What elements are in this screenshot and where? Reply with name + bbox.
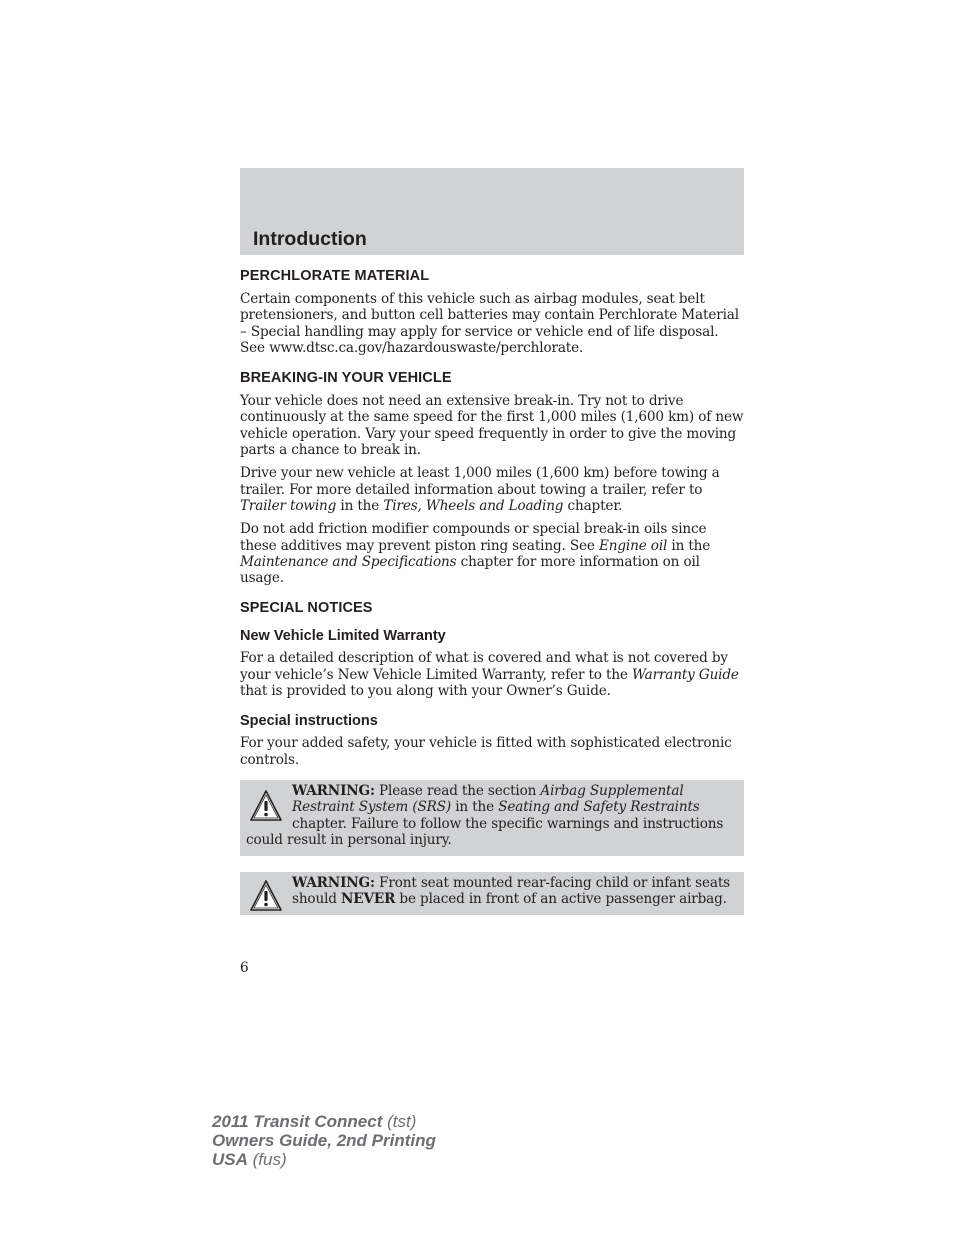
chapter-title: Introduction bbox=[253, 228, 367, 250]
footer-line-1: 2011 Transit Connect (tst) bbox=[212, 1112, 417, 1131]
warning-label: WARNING: bbox=[292, 875, 375, 892]
warning-label: WARNING: bbox=[292, 782, 375, 799]
footer-line-3: USA (fus) bbox=[212, 1150, 287, 1169]
page-number: 6 bbox=[240, 960, 249, 976]
breaking-in-paragraph-3: Do not add friction modifier compounds or special break-in oils since these additives may prevent piston ring seating. See Engine oil in the Maintenance and Specifications chapter for more information on oil usage. bbox=[240, 521, 711, 587]
ref-airbag-srs: Airbag Supplemental Restraint System (SRS) bbox=[292, 782, 684, 816]
ref-engine-oil: Engine oil bbox=[598, 537, 668, 554]
warning-box-child-seat: WARNING: Front seat mounted rear-facing child or infant seats should NEVER be placed in front of an active passenger airbag. bbox=[240, 872, 744, 915]
ref-maintenance-specifications: Maintenance and Specifications bbox=[240, 553, 457, 570]
warning-box-srs: WARNING: Please read the section Airbag Supplemental Restraint System (SRS) in the Seating and Safety Restraints chapter. Failure to follow the specific warnings and instructions could result in personal injury. bbox=[240, 780, 744, 856]
warning-never: NEVER bbox=[341, 891, 396, 908]
footer-line-2: Owners Guide, 2nd Printing bbox=[212, 1131, 436, 1150]
ref-tires-wheels-loading: Tires, Wheels and Loading bbox=[383, 497, 564, 514]
subheading-warranty: New Vehicle Limited Warranty bbox=[240, 628, 446, 645]
special-instructions-body: For your added safety, your vehicle is fitted with sophisticated electronic controls. bbox=[240, 735, 732, 768]
ref-seating-safety-restraints: Seating and Safety Restraints bbox=[498, 799, 700, 816]
breaking-in-paragraph-2: Drive your new vehicle at least 1,000 miles (1,600 km) before towing a trailer. For more detailed information about towing a trailer, refer to Trailer towing in the Tires, Wheels and Loading chapter. bbox=[240, 465, 720, 514]
ref-warranty-guide: Warranty Guide bbox=[632, 666, 739, 683]
heading-special-notices: SPECIAL NOTICES bbox=[240, 600, 373, 617]
document-footer bbox=[212, 1112, 436, 1169]
warning-triangle-icon bbox=[249, 789, 283, 823]
warning-triangle-icon bbox=[249, 879, 283, 913]
heading-breaking-in: BREAKING-IN YOUR VEHICLE bbox=[240, 370, 452, 387]
breaking-in-paragraph-1: Your vehicle does not need an extensive break-in. Try not to drive continuously at the same speed for the first 1,000 miles (1,600 km) of new vehicle operation. Vary your speed frequently in order to give the moving parts a chance to break in. bbox=[240, 393, 744, 459]
perchlorate-body: Certain components of this vehicle such as airbag modules, seat belt pretensioners, and button cell batteries may contain Perchlorate Material – Special handling may apply for service or vehicle end of life disposal. See www.dtsc.ca.gov/hazardouswaste/perchlorate. bbox=[240, 291, 739, 356]
chapter-header bbox=[240, 168, 744, 255]
warranty-body: For a detailed description of what is covered and what is not covered by your vehicle’s New Vehicle Limited Warranty, refer to the Warranty Guide that is provided to you along with your Owner’s Guide. bbox=[240, 650, 739, 700]
page-content bbox=[240, 267, 744, 915]
subheading-special-instructions: Special instructions bbox=[240, 713, 378, 730]
ref-trailer-towing: Trailer towing bbox=[240, 497, 337, 514]
heading-perchlorate: PERCHLORATE MATERIAL bbox=[240, 268, 430, 284]
